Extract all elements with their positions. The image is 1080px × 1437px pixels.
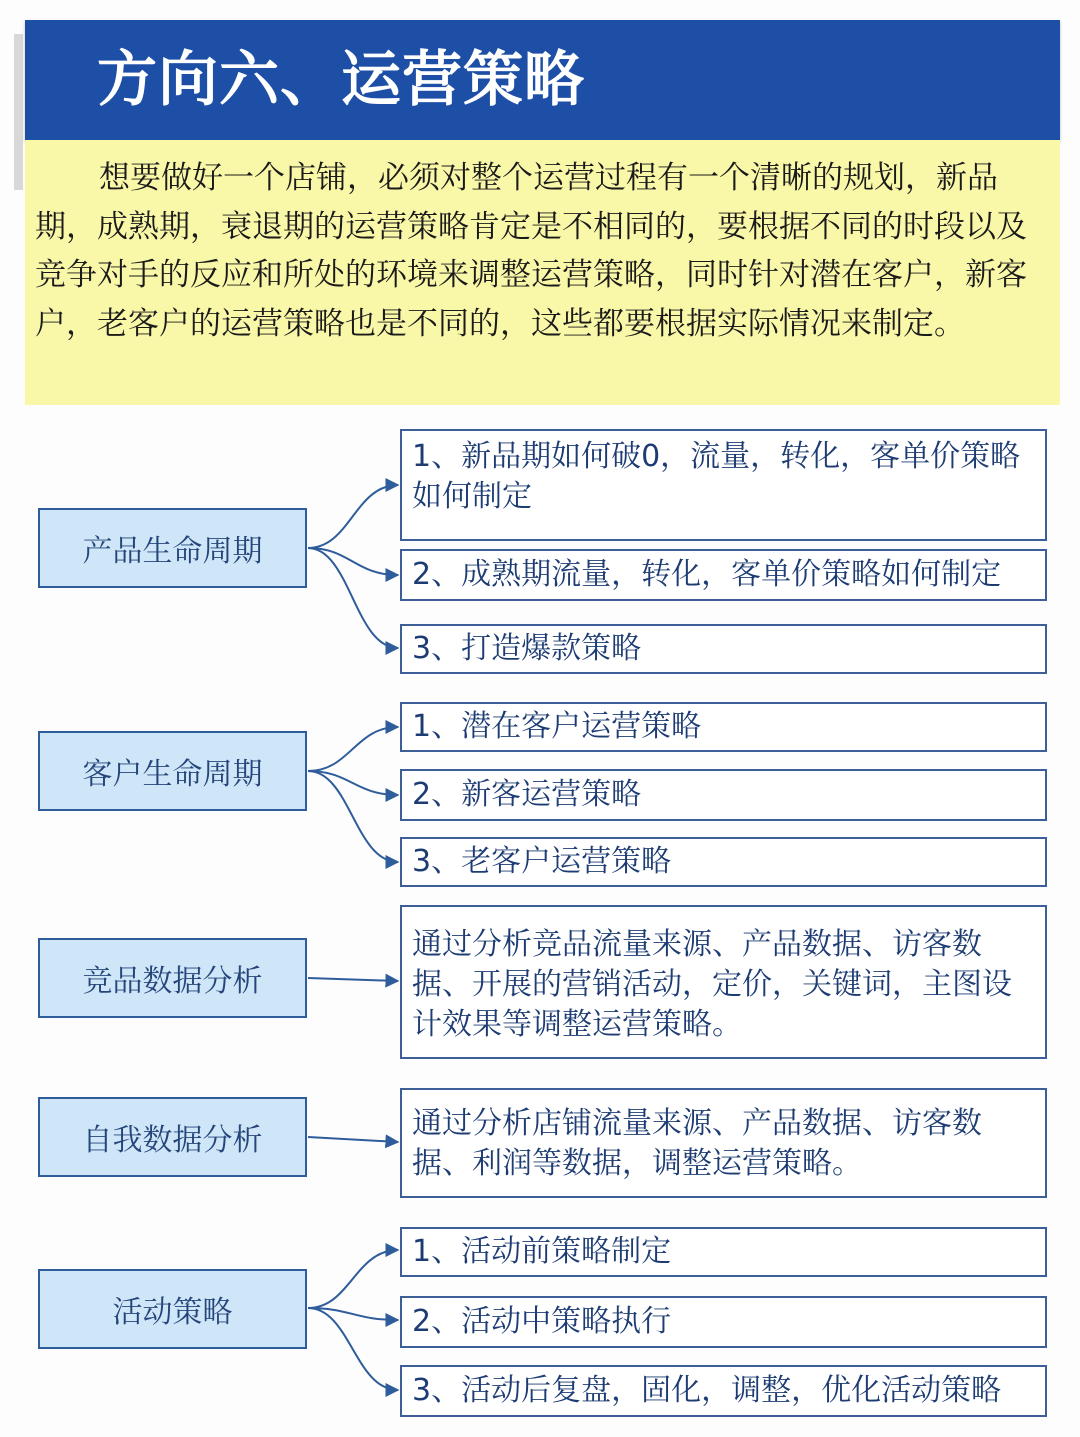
strategy-item: 通过分析竞品流量来源、产品数据、访客数据、开展的营销活动，定价，关键词，主图设计效果等调整运营策略。 [400,905,1047,1059]
strategy-item: 1、潜在客户运营策略 [400,702,1047,752]
connector-arrow [308,1308,398,1320]
category-activity-strategy: 活动策略 [38,1269,307,1349]
connector-arrow [308,548,398,648]
page-title: 方向六、运营策略 [97,45,585,115]
connector-arrow [308,1250,398,1308]
strategy-item: 3、老客户运营策略 [400,837,1047,887]
category-product-lifecycle: 产品生命周期 [38,508,307,588]
connector-arrow [308,485,398,548]
strategy-item: 通过分析店铺流量来源、产品数据、访客数据、利润等数据，调整运营策略。 [400,1088,1047,1198]
strategy-item: 1、新品期如何破0，流量，转化，客单价策略如何制定 [400,429,1047,541]
strategy-item: 3、打造爆款策略 [400,624,1047,674]
strategy-item: 2、活动中策略执行 [400,1296,1047,1348]
intro-text: 想要做好一个店铺，必须对整个运营过程有一个清晰的规划，新品期，成熟期，衰退期的运营策略肯定是不相同的，要根据不同的时段以及竞争对手的反应和所处的环境来调整运营策略，同时针对潜在客户，新客户，老客户的运营策略也是不同的，这些都要根据实际情况来制定。 [35,160,1027,342]
strategy-item: 1、活动前策略制定 [400,1227,1047,1277]
strategy-item: 3、活动后复盘，固化，调整，优化活动策略 [400,1365,1047,1417]
connector-arrow [308,727,398,771]
connector-arrow [308,1137,398,1142]
category-self-analysis: 自我数据分析 [38,1097,307,1177]
category-customer-lifecycle: 客户生命周期 [38,731,307,811]
category-competitor-analysis: 竞品数据分析 [38,938,307,1018]
connector-arrow [308,771,398,862]
strategy-item: 2、新客运营策略 [400,769,1047,821]
connector-arrow [308,978,398,981]
strategy-item: 2、成熟期流量，转化，客单价策略如何制定 [400,549,1047,601]
